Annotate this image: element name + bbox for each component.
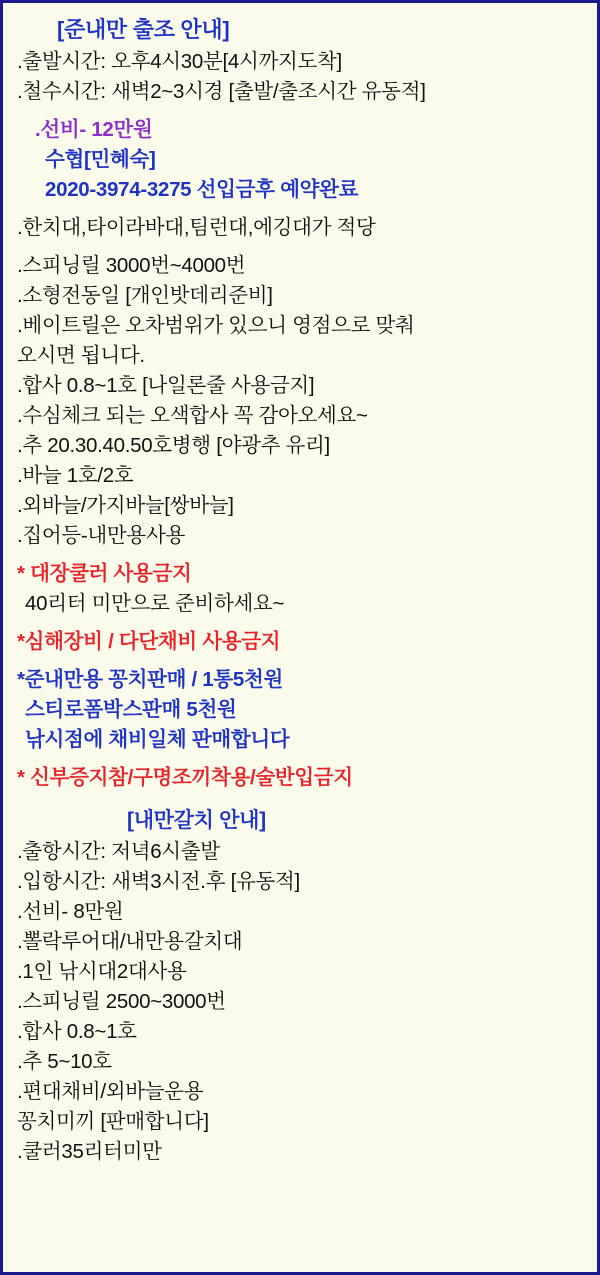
naeman-braid-line: .합사 0.8~1호	[17, 1020, 137, 1043]
bank-line: 수협[민혜숙]	[45, 148, 156, 171]
cooler-warning-sub: 40리터 미만으로 준비하세요~	[25, 592, 285, 615]
depth-check-line: .수심체크 되는 오색합사 꼭 감아오세요~	[17, 404, 368, 427]
spacer	[17, 619, 583, 627]
reel-line: .스피닝릴 3000번~4000번	[17, 254, 246, 277]
naeman-departure-line: .출항시간: 저녁6시출발	[17, 840, 220, 863]
hook-type-line: .외바늘/가지바늘[쌍바늘]	[17, 494, 234, 517]
naeman-rod-count-line: .1인 낚시대2대사용	[17, 960, 187, 983]
naeman-fee-line: .선비- 8만원	[17, 900, 124, 923]
bait-reel-line-2: 오시면 됩니다.	[17, 344, 145, 367]
fishing-light-line: .집어등-내만용사용	[17, 524, 185, 547]
spacer	[17, 657, 583, 665]
naeman-arrival-line: .입항시간: 새벽3시전.후 [유동적]	[17, 870, 300, 893]
fee-line: .선비- 12만원	[35, 118, 153, 141]
naeman-reel-line: .스피닝릴 2500~3000번	[17, 990, 226, 1013]
sinker-line: .추 20.30.40.50호병행 [야광추 유리]	[17, 434, 330, 457]
hook-size-line: .바늘 1호/2호	[17, 464, 134, 487]
id-lifejacket-warning: * 신부증지참/구명조끼착용/술반입금지	[17, 766, 353, 789]
naeman-sinker-line: .추 5~10호	[17, 1050, 112, 1073]
account-line: 2020-3974-3275 선입금후 예약완료	[45, 178, 359, 201]
cooler-warning: * 대장쿨러 사용금지	[17, 562, 192, 585]
bait-reel-line-1: .베이트릴은 오차범위가 있으니 영점으로 맞춰	[17, 314, 415, 337]
return-time-line: .철수시간: 새벽2~3시경 [출발/출조시간 유동적]	[17, 80, 426, 103]
deepsea-gear-warning: *심해장비 / 다단채비 사용금지	[17, 630, 281, 653]
saury-sale-line: *준내만용 꽁치판매 / 1통5천원	[17, 668, 283, 691]
naeman-rig-line: .편대채비/외바늘운용	[17, 1080, 204, 1103]
spacer	[17, 205, 583, 213]
styrofoam-sale-line: 스티로폼박스판매 5천원	[25, 698, 237, 721]
spacer	[17, 107, 583, 115]
spacer	[17, 551, 583, 559]
rod-line: .한치대,타이라바대,팀런대,에깅대가 적당	[17, 216, 376, 239]
page-title: [준내만 출조 안내]	[57, 17, 230, 42]
naeman-bait-line: 꽁치미끼 [판매합니다]	[17, 1110, 209, 1133]
naeman-rod-line: .뽈락루어대/내만용갈치대	[17, 930, 243, 953]
spacer	[17, 793, 583, 805]
spacer	[17, 243, 583, 251]
section-title-naeman: [내만갈치 안내]	[127, 809, 266, 832]
naeman-cooler-line: .쿨러35리터미만	[17, 1140, 162, 1163]
departure-time-line: .출발시간: 오후4시30분[4시까지도착]	[17, 50, 342, 73]
electric-reel-line: .소형전동일 [개인밧데리준비]	[17, 284, 273, 307]
spacer	[17, 755, 583, 763]
braid-line: .합사 0.8~1호 [나일론줄 사용금지]	[17, 374, 315, 397]
tackle-shop-line: 낚시점에 채비일체 판매합니다	[25, 728, 290, 751]
